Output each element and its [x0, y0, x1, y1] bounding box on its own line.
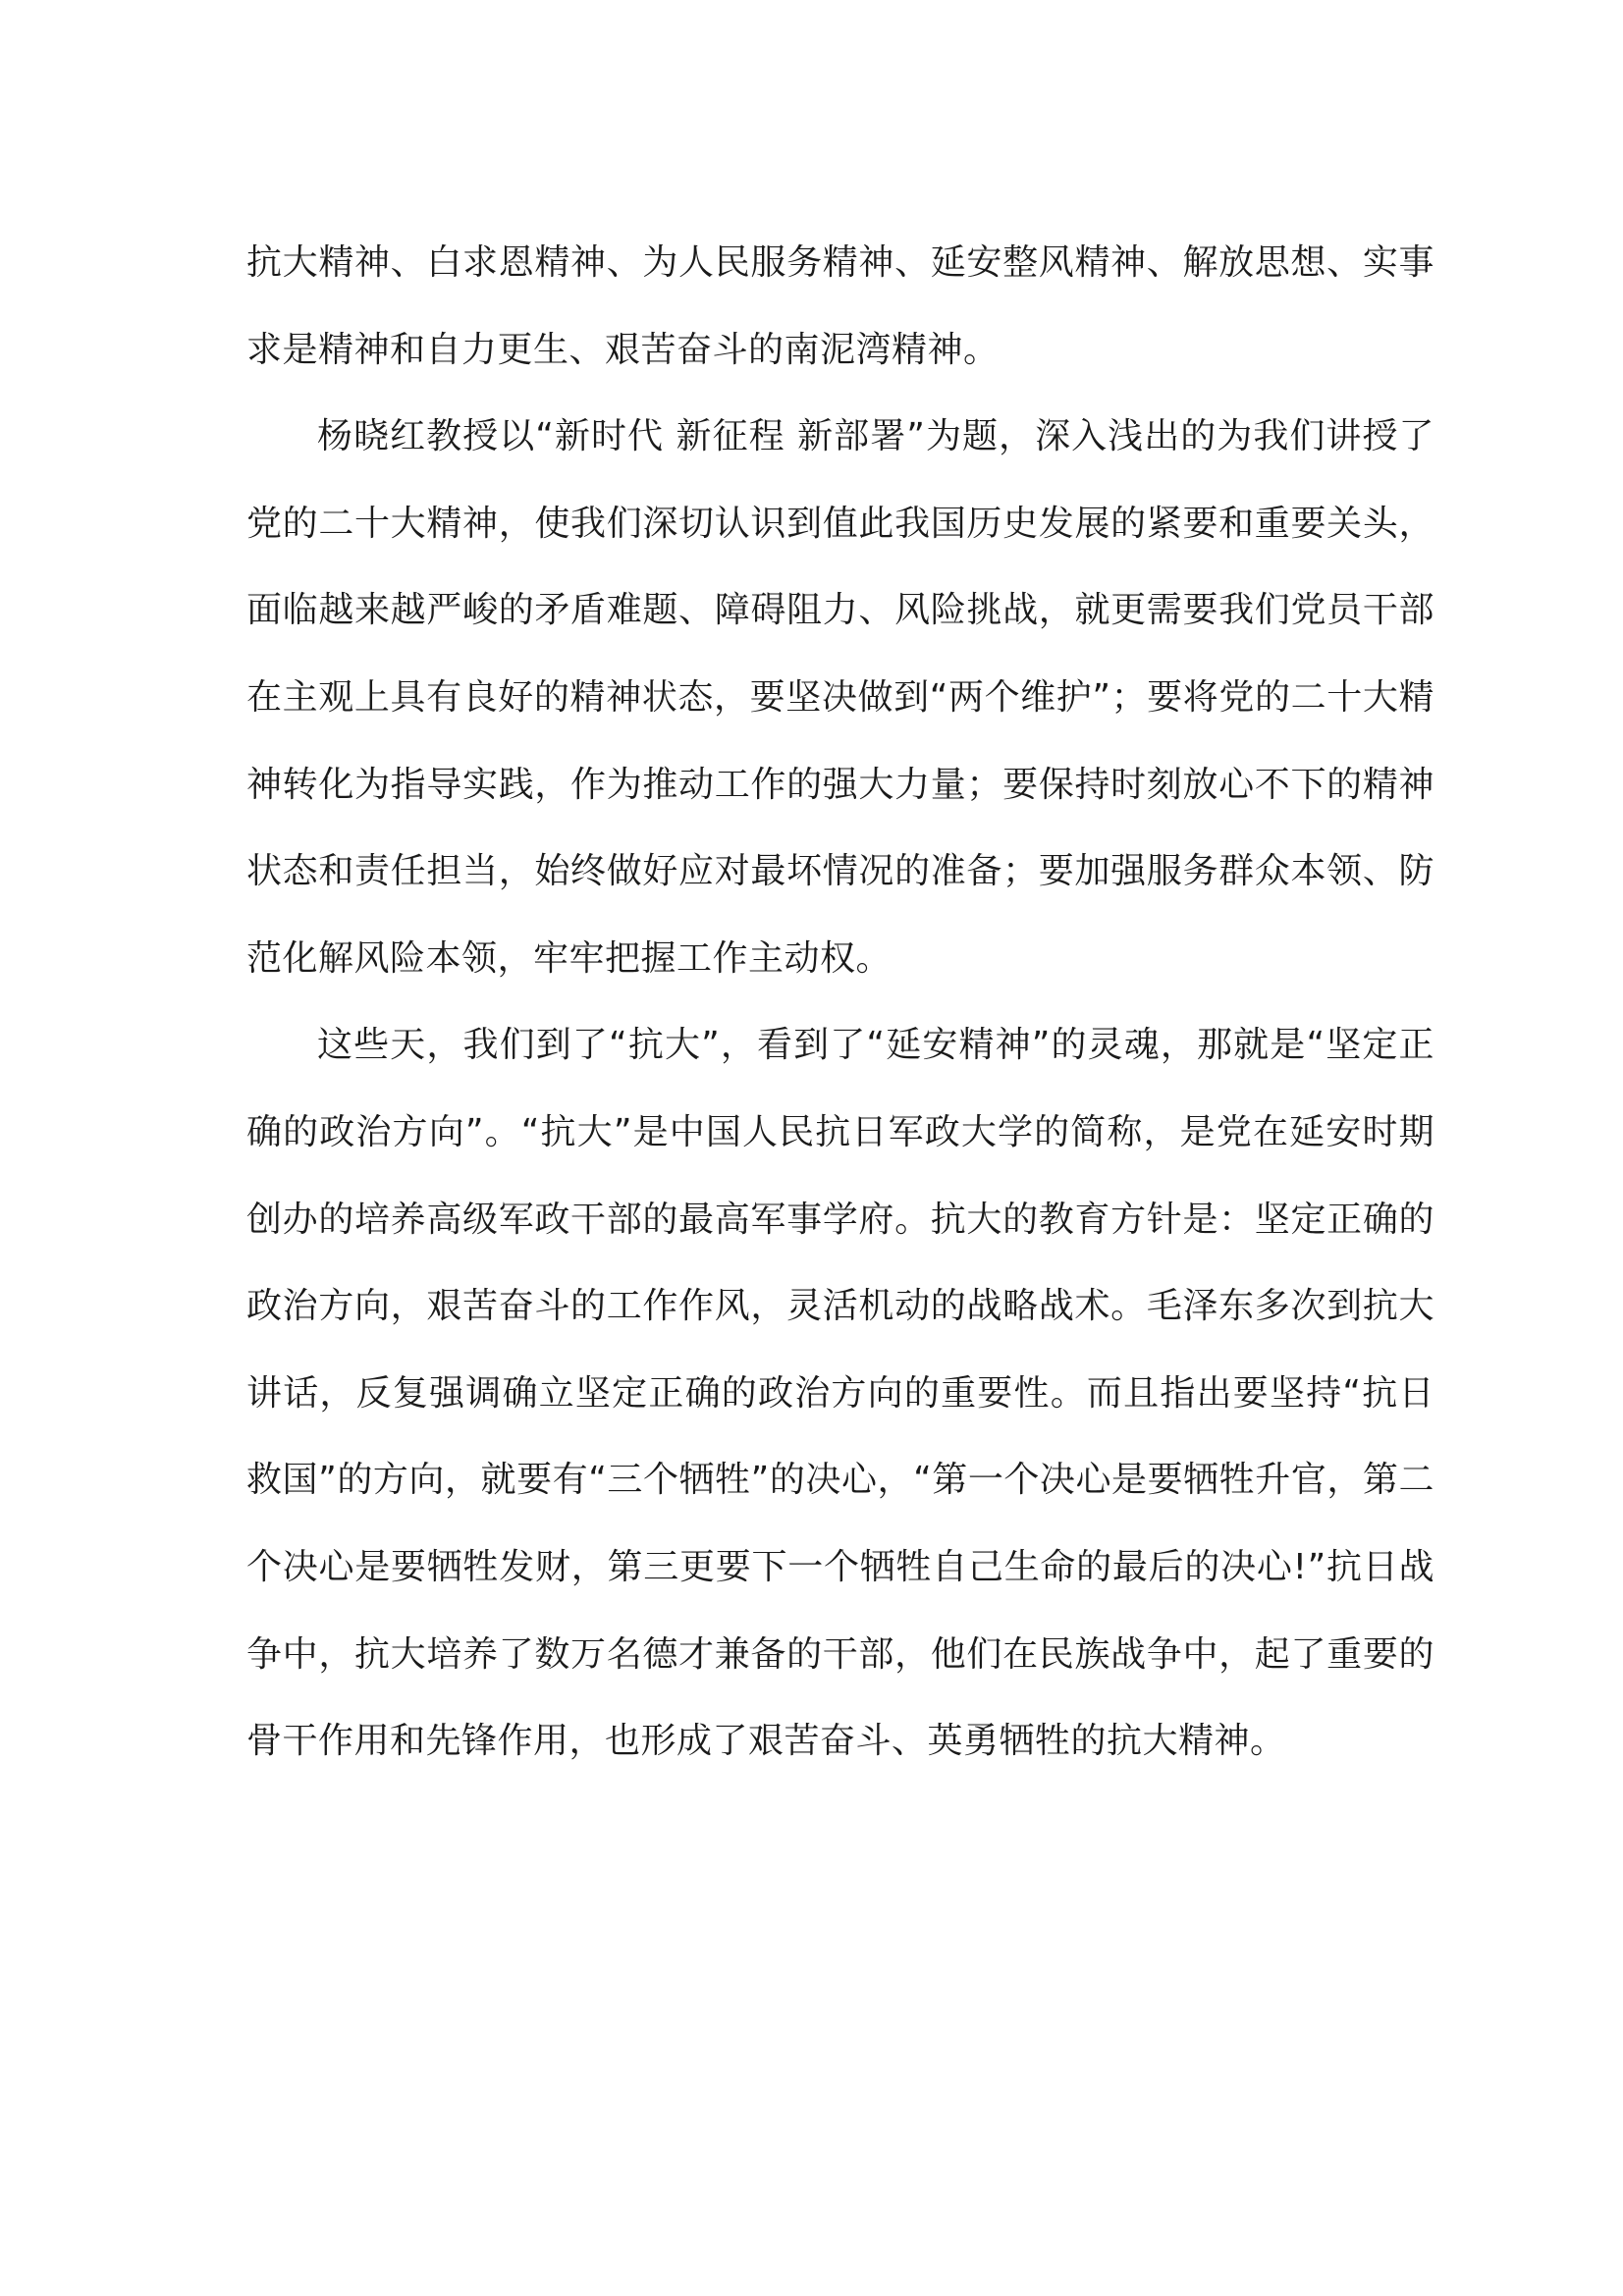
document-body: [246, 220, 1434, 1786]
paragraph-1: 抗大精神、白求恩精神、为人民服务精神、延安整风精神、解放思想、实事求是精神和自力更生、艰苦奋斗的南泥湾精神。: [246, 242, 1434, 370]
paragraph-3: 这些天，我们到了“抗大”，看到了“延安精神”的灵魂，那就是“坚定正确的政治方向”。“抗大”是中国人民抗日军政大学的简称，是党在延安时期创办的培养高级军政干部的最高军事学府。抗大的教育方针是：坚定正确的政治方向，艰苦奋斗的工作作风，灵活机动的战略战术。毛泽东多次到抗大讲话，反复强调确立坚定正确的政治方向的重要性。而且指出要坚持“抗日救国”的方向，就要有“三个牺牲”的决心，“第一个决心是要牺牲升官，第二个决心是要牺牲发财，第三更要下一个牺牲自己生命的最后的决心!”抗日战争中，抗大培养了数万名德才兼备的干部，他们在民族战争中，起了重要的骨干作用和先锋作用，也形成了艰苦奋斗、英勇牺牲的抗大精神。: [246, 1025, 1434, 1762]
paragraph-2: 杨晓红教授以“新时代 新征程 新部署”为题，深入浅出的为我们讲授了党的二十大精神，使我们深切认识到值此我国历史发展的紧要和重要关头，面临越来越严峻的矛盾难题、障碍阻力、风险挑战，就更需要我们党员干部在主观上具有良好的精神状态，要坚决做到“两个维护”；要将党的二十大精神转化为指导实践，作为推动工作的强大力量；要保持时刻放心不下的精神状态和责任担当，始终做好应对最坏情况的准备；要加强服务群众本领、防范化解风险本领，牢牢把握工作主动权。: [246, 416, 1434, 979]
